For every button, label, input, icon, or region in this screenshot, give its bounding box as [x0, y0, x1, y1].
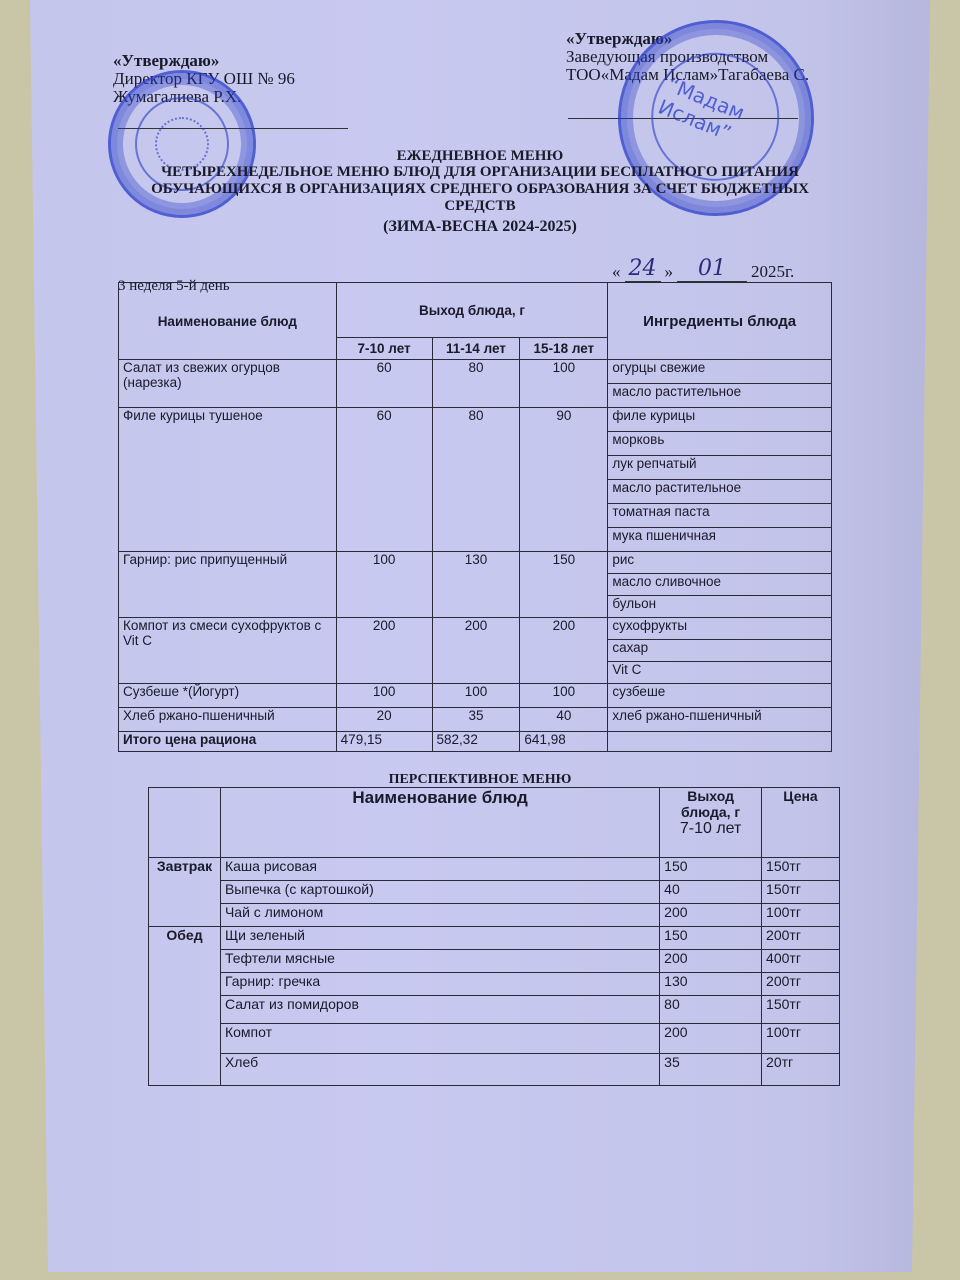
title-season: (ЗИМА-ВЕСНА 2024-2025) — [383, 218, 577, 235]
table-row: Компот 200 100тг — [149, 1024, 840, 1054]
meal-breakfast: Завтрак — [149, 858, 221, 927]
approval-right-position: Заведующая производством — [566, 47, 769, 66]
date-month: 01 — [677, 256, 747, 282]
header-age-15-18: 15-18 лет — [520, 338, 608, 360]
date-day: 24 — [625, 256, 661, 282]
approval-right-heading: «Утверждаю» — [566, 29, 673, 48]
title-line-1: ЕЖЕДНЕВНОЕ МЕНЮ — [396, 148, 564, 164]
approval-right-name: ТОО«Мадам Ислам»Тагабаева С. — [566, 65, 810, 84]
header-yield: Выход блюда, г — [336, 283, 608, 338]
title-line-2: ЧЕТЫРЕХНЕДЕЛЬНОЕ МЕНЮ БЛЮД ДЛЯ ОРГАНИЗАЦИИ БЕСПЛАТНОГО ПИТАНИЯ — [161, 164, 799, 180]
table-row: Обед Щи зеленый 150 200тг — [149, 927, 840, 950]
table-row: Хлеб 35 20тг — [149, 1054, 840, 1086]
header-yield: Выход блюда, г 7-10 лет — [660, 788, 762, 858]
title-line-4: СРЕДСТВ — [444, 198, 516, 214]
perspective-menu-title: ПЕРСПЕКТИВНОЕ МЕНЮ — [388, 772, 572, 787]
header-price: Цена — [762, 788, 840, 858]
table-row: Гарнир: рис припущенный 100 130 150 рис — [119, 552, 832, 574]
table-row: Филе курицы тушеное 60 80 90 филе курицы — [119, 408, 832, 432]
date-year: 2025г. — [751, 262, 795, 281]
table-row: Хлеб ржано-пшеничный 20 35 40 хлеб ржано-пшеничный — [119, 708, 832, 732]
header-dish: Наименование блюд — [119, 283, 337, 360]
table-row: Сузбеше *(Йогурт) 100 100 100 сузбеше — [119, 684, 832, 708]
approval-left-name: Жумагалиева Р.Х. — [113, 87, 242, 106]
total-row: Итого цена рациона 479,15 582,32 641,98 — [119, 732, 832, 752]
table-row: Чай с лимоном 200 100тг — [149, 904, 840, 927]
stamp-right-text: “Мадам Ислам” — [654, 72, 749, 146]
table-row: Выпечка (с картошкой) 40 150тг — [149, 881, 840, 904]
meal-lunch: Обед — [149, 927, 221, 1086]
table-row: Салат из свежих огурцов (нарезка) 60 80 100 огурцы свежие — [119, 360, 832, 384]
table-row: Салат из помидоров 80 150тг — [149, 996, 840, 1024]
perspective-menu-table — [148, 787, 840, 1086]
approval-left-position: Директор КГУ ОШ № 96 — [113, 69, 295, 88]
week-day-label: 3 неделя 5-й день — [118, 278, 230, 294]
title-line-3: ОБУЧАЮЩИХСЯ В ОРГАНИЗАЦИЯХ СРЕДНЕГО ОБРАЗОВАНИЯ ЗА СЧЕТ БЮДЖЕТНЫХ — [151, 181, 809, 197]
approval-left-heading: «Утверждаю» — [113, 51, 220, 70]
daily-menu-table: Наименование блюд Выход блюда, г Ингредиенты блюда 7-10 лет 11-14 лет 15-18 лет Салат из свежих огурцов (нарезка) 60 80 100 огурцы свежие масло растительное Филе курицы тушеное 60 80 90 филе курицы морковь лук репчатый масло растительное томатная паста мука пшеничная Гарнир: рис припущенный 100 130 150 рис масло сливочное бульон Компот из смеси сухофруктов с Vit C 200 200 200 сухофрукты сахар Vit C Сузбеше *(Йогурт) 100 100 100 сузбеше Хлеб ржано-пшеничный 20 35 40 хлеб ржано-пшеничный Итого цена рациона 479,15 582,32 641,98 — [118, 282, 832, 752]
date-field: « 24 » 01 2025г. — [612, 256, 795, 281]
table-row: Завтрак Каша рисовая 150 150тг — [149, 858, 840, 881]
header-dish: Наименование блюд — [220, 788, 659, 858]
table-row: Гарнир: гречка 130 200тг — [149, 973, 840, 996]
header-ingredients: Ингредиенты блюда — [608, 283, 832, 360]
header-age-7-10: 7-10 лет — [336, 338, 432, 360]
table-row: Компот из смеси сухофруктов с Vit C 200 200 200 сухофрукты — [119, 618, 832, 640]
table-row: Тефтели мясные 200 400тг — [149, 950, 840, 973]
header-age-11-14: 11-14 лет — [432, 338, 520, 360]
